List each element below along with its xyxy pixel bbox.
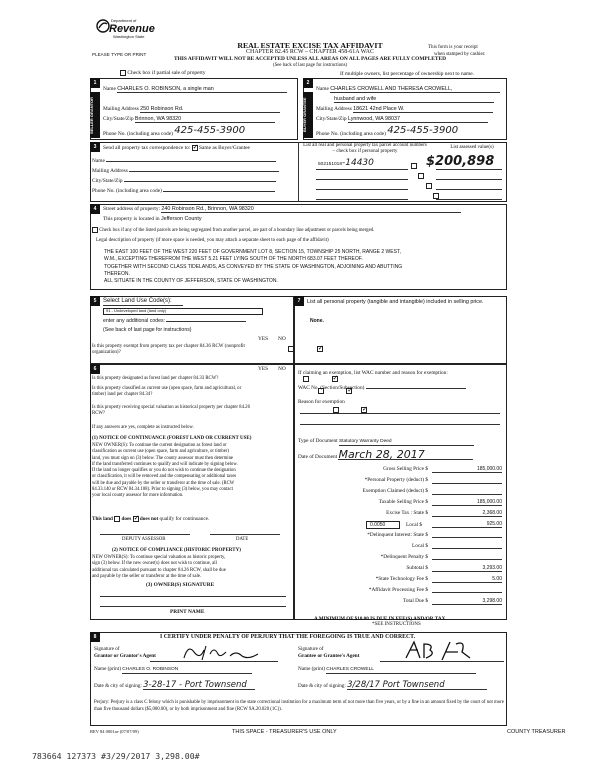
notice1-line-4: if the land transferred continues to qualify and will indicate by signing below. — [92, 461, 238, 467]
grantee-name-label: Name (print) — [298, 666, 325, 672]
please-type: PLEASE TYPE OR PRINT — [92, 52, 147, 57]
penalty-value[interactable] — [432, 554, 502, 560]
buyer-name-2[interactable]: husband and wife — [334, 96, 494, 103]
assessed-header: List assessed value(s) — [450, 145, 494, 150]
corr-name-label: Name — [92, 158, 105, 164]
multiple-owners-note: If multiple owners, list percentage of ownership next to name. — [340, 71, 474, 77]
tax-line-dollar: $ — [425, 510, 428, 516]
tax-line-value[interactable]: 185,000.00 — [432, 466, 502, 473]
minimum-note: A MINIMUM OF $10.00 IS DUE IN FEE(S) AND/OR TAX — [314, 616, 446, 622]
buyer-name[interactable]: CHARLES CROWELL AND THERESA CROWELL, — [330, 86, 500, 93]
forest-yes-header: YES — [258, 366, 269, 372]
section-3-number: 3 — [90, 142, 100, 152]
seller-mailing[interactable]: 250 Robinson Rd. — [140, 106, 280, 113]
corr-mailing-label: Mailing Address — [92, 168, 128, 174]
seller-city[interactable]: Brinnon, WA 98320 — [135, 116, 275, 123]
subtotal-label: Subtotal — [406, 565, 425, 571]
section-2-number: 2 — [303, 78, 313, 88]
same-as-buyer-checkbox[interactable] — [192, 145, 198, 151]
does-label: does — [121, 516, 132, 523]
grantor-agent-label: Grantor or Grantor's Agent — [94, 653, 156, 659]
notice1-line-7: will be due and payable by the seller or transferor at the time of sale. (RCW — [92, 480, 235, 486]
perjury-notice: Perjury: Perjury is a class C felony which is punishable by imprisonment in the state correctional institution for a maximum term of not more than five years, or by a fine in an amount fixed by the court of not more than five thousand dollars ($5,000.00), or by both imprisonment and fine (RCW 9A.20.020 (1C)). — [94, 700, 504, 712]
personal-property-section — [294, 296, 507, 364]
buyer-side-label: BUYER GRANTEE — [303, 92, 313, 138]
form-warning: THIS AFFIDAVIT WILL NOT BE ACCEPTED UNLESS ALL AREAS ON ALL PAGES ARE FULLY COMPLETED — [173, 56, 446, 62]
street-label: Street address of property: — [103, 206, 161, 212]
tax-line-label-text: Exemption Claimed (deduct) — [362, 488, 425, 494]
notice2-title: (2) NOTICE OF COMPLIANCE (HISTORIC PROPERTY) — [112, 548, 241, 553]
certify-statement: I CERTIFY UNDER PENALTY OF PERJURY THAT THE FOREGOING IS TRUE AND CORRECT. — [160, 634, 416, 640]
select-land-use-label: Select Land Use Code(s): — [103, 298, 183, 306]
seller-side-label: SELLER GRANTOR — [90, 92, 100, 138]
form-title: REAL ESTATE EXCISE TAX AFFIDAVIT — [237, 41, 383, 50]
rev-number: REV 84 0001ae (07/07/09) — [90, 729, 139, 734]
notice2-line-1: NEW OWNER(S): To continue special valuation as historic property, — [92, 555, 226, 560]
located-label: This property is located in — [103, 216, 160, 222]
interest-dollar: $ — [425, 532, 428, 538]
county-treasurer: COUNTY TREASURER — [507, 729, 566, 735]
tech-fee-value[interactable]: 5.00 — [432, 576, 502, 583]
receipt-note-1: This form is your receipt — [428, 45, 478, 50]
notice1-line-5: If the land no longer qualifies or you do not wish to continue the designation — [92, 468, 236, 474]
section-1-number: 1 — [90, 78, 100, 88]
legal-description[interactable] — [104, 249, 504, 285]
notice2-line-4: and payable by the seller or transferor at the time of sale. — [92, 573, 202, 579]
exemption-label: If claiming an exemption, list WAC number and reason for exemption: — [298, 370, 448, 376]
tech-fee-dollar: $ — [425, 576, 428, 582]
wac-field[interactable] — [366, 388, 466, 389]
doc-type-label: Type of Document — [298, 438, 338, 444]
personal-property-value[interactable]: None. — [310, 318, 324, 324]
land-use-see-back: (See back of last page for instructions) — [103, 327, 192, 333]
interest-label: *Delinquent Interest: State — [367, 532, 425, 538]
corr-phone-field[interactable] — [163, 191, 275, 192]
assessed-value[interactable]: $200,898 — [426, 154, 495, 169]
tax-line-label — [300, 466, 428, 472]
seller-mailing-label: Mailing Address — [103, 106, 139, 112]
buyer-mailing[interactable]: 18621 42nd Place W. — [353, 106, 493, 113]
doc-type[interactable]: Statutory Warranty Deed — [339, 439, 474, 446]
penalty-dollar: $ — [425, 554, 428, 560]
grantor-name-label: Name (print) — [94, 666, 121, 672]
notice2-text — [92, 555, 292, 580]
penalty-label: *Delinquent Penalty — [380, 554, 425, 560]
receipt-note-2: when stamped by cashier. — [434, 52, 486, 57]
same-as-buyer-label: Same as Buyer/Grantee — [199, 145, 250, 152]
legal-line-4: THEREON. — [104, 270, 130, 277]
print-name-label: PRINT NAME — [170, 609, 205, 615]
corr-phone-label: Phone No. (including area code) — [92, 188, 162, 194]
grantor-name[interactable]: CHARLES O. ROBINSON — [122, 667, 252, 674]
tax-line-value[interactable]: 2,368.00 — [432, 510, 502, 517]
local-label: Local — [406, 522, 419, 528]
tax-line-label-text: Gross Selling Price — [383, 466, 425, 472]
processing-fee-value[interactable] — [432, 587, 502, 593]
interest-local-value[interactable] — [432, 543, 502, 549]
buyer-phone[interactable]: 425-455-3900 — [387, 125, 459, 136]
notice2-line-3: additional tax calculated pursuant to chapter 84.26 RCW, shall be due — [92, 567, 226, 573]
tax-line-label-text: Taxable Selling Price — [378, 499, 425, 505]
buyer-phone-label: Phone No. (including area code) — [316, 131, 386, 137]
tax-line-value[interactable]: 185,000.00 — [432, 499, 502, 506]
parcel-header: List all real and personal property tax parcel account numbers – check box if personal property — [303, 143, 427, 154]
land-use-no-header: NO — [278, 336, 286, 342]
notice1-line-9: your local county assessor for more information. — [92, 493, 184, 499]
notice1-line-2: classification as current use (open space, farm and agriculture, or timber) — [92, 449, 229, 455]
deputy-assessor-label: DEPUTY ASSESSOR — [122, 537, 166, 542]
section-5-number: 5 — [90, 296, 100, 306]
additional-codes-field[interactable] — [166, 321, 246, 322]
tax-line-label — [300, 510, 428, 516]
tax-line-label — [300, 477, 428, 483]
grantor-date-label: Date & city of signing: — [94, 683, 142, 689]
section-7-number: 7 — [294, 296, 304, 306]
subtotal-value[interactable]: 3,293.00 — [432, 565, 502, 572]
tax-line-dollar: $ — [425, 488, 428, 494]
if-yes-note: If any answers are yes, complete as instructed below. — [92, 425, 194, 430]
partial-sale-label: Check box if partial sale of property — [127, 70, 206, 77]
dept-name: Revenue — [109, 23, 155, 35]
tax-line-label-text: Excise Tax : State — [386, 510, 425, 516]
forest-q1: Is this property designated as forest land per chapter 84.33 RCW? — [92, 376, 219, 381]
section-8-number: 8 — [90, 632, 100, 642]
corr-city-field[interactable] — [124, 181, 276, 182]
interest-value[interactable] — [432, 532, 502, 538]
personal-property-label: List all personal property (tangible and intangible) included in selling price. — [307, 299, 484, 305]
send-correspondence-label: Send all property tax correspondence to: — [103, 145, 191, 152]
grantee-agent-label: Grantee or Grantee's Agent — [298, 653, 360, 659]
exempt-question: Is this property exempt from property tax per chapter 84.36 RCW (nonprofit organization)? — [92, 344, 245, 355]
does-not-checkbox[interactable] — [133, 516, 139, 522]
parcel-personal-checkbox-3[interactable] — [426, 183, 432, 189]
qualify-label: qualify for continuance. — [159, 516, 210, 523]
land-use-yes-header: YES — [258, 336, 269, 342]
parcel-number-hand: -14430 — [342, 158, 374, 168]
corr-name-field[interactable] — [106, 161, 276, 162]
segregated-checkbox[interactable] — [92, 227, 98, 233]
buyer-city[interactable]: Lynnwood, WA 98037 — [348, 116, 488, 123]
parcel-personal-checkbox-2[interactable] — [418, 173, 424, 179]
grantor-signature[interactable] — [180, 640, 270, 664]
doc-date[interactable]: March 28, 2017 — [338, 450, 473, 460]
subtotal-dollar: $ — [425, 565, 428, 571]
dept-line: Department of — [111, 18, 137, 23]
form-chapter: CHAPTER 82.45 RCW – CHAPTER 458-61A WAC — [246, 49, 374, 55]
tax-line-value[interactable] — [432, 477, 502, 484]
grantor-date-city[interactable]: 3-28-17 - Port Townsend — [143, 681, 255, 690]
grantee-date-label: Date & city of signing: — [298, 683, 346, 689]
legal-line-1: THE EAST 100 FEET OF THE WEST 220 FEET OF GOVERNMENT LOT 8, SECTION 15, TOWNSHIP 25 NORTH, RANGE 2 WEST, — [104, 249, 401, 255]
grantor-sig-label: Signature of — [94, 646, 120, 652]
forest-q2: Is this property classified as current use (open space, farm and agricultural, or timber) land per chapter 84.34? — [92, 386, 242, 397]
notice1-line-3: land, you must sign on (3) below. The county assessor must then determine — [92, 455, 233, 461]
buyer-city-label: City/State/Zip — [316, 116, 347, 122]
tax-line-label — [300, 488, 428, 494]
grantee-signature[interactable] — [400, 638, 490, 664]
tax-line-label-text: *Personal Property (deduct) — [364, 477, 425, 483]
legal-line-2: W.M., EXCEPTING THEREFROM THE WEST 5.21 FEET LYING SOUTH OF THE NORTH 683.07 FEET THEREOF. — [104, 256, 363, 263]
tax-line-dollar: $ — [425, 477, 428, 483]
date-label: DATE — [236, 537, 249, 542]
notice1-line-6: or classification, it will be removed and the compensating or additional taxes — [92, 474, 237, 480]
tax-line-dollar: $ — [425, 499, 428, 505]
total-due-label: Total Due — [403, 598, 425, 604]
street-address[interactable]: 240 Robinson Rd., Brinnon, WA 98320 — [161, 206, 461, 213]
tech-fee-label: *State Technology Fee — [375, 576, 425, 582]
dor-logo-icon — [96, 19, 110, 33]
seller-name[interactable]: CHARLES O. ROBINSON, a single man — [117, 86, 287, 93]
total-due-value[interactable]: 3,298.00 — [432, 598, 502, 605]
tax-line-label — [300, 499, 428, 505]
doc-date-label: Date of Document — [298, 454, 338, 460]
forest-q3: Is this property receiving special valuation as historical property per chapter 84.26 RCW? — [92, 405, 250, 416]
seller-name-label: Name — [103, 86, 116, 92]
forest-no-header: NO — [278, 366, 286, 372]
parcel-personal-checkbox-1[interactable] — [411, 163, 417, 169]
section-4-number: 4 — [90, 204, 100, 214]
legal-label: Legal description of property (if more space is needed, you may attach a separate sheet to each page of the affidavit) — [96, 238, 329, 243]
corr-city-label: City/State/Zip — [92, 178, 123, 184]
grantee-date-city[interactable]: 3/28/17 Port Townsend — [347, 681, 487, 690]
owner-signature-label: (3) OWNER(S) SIGNATURE — [146, 582, 215, 588]
notice1-title: (1) NOTICE OF CONTINUANCE (FOREST LAND OR CURRENT USE) — [92, 436, 252, 441]
seller-city-label: City/State/Zip — [103, 116, 134, 122]
parcel-personal-checkbox-4[interactable] — [433, 193, 439, 199]
wac-label: WAC No. (Section/Subsection) — [298, 385, 365, 391]
dept-state: Washington State — [113, 34, 145, 39]
notice2-line-2: sign (3) below. If the new owner(s) does not wish to continue, all — [92, 561, 217, 567]
treasurer-use: THIS SPACE - TREASURER'S USE ONLY — [232, 729, 337, 735]
land-use-select[interactable]: 91 - Undeveloped land (land only) — [103, 308, 263, 315]
partial-sale-row — [120, 70, 206, 77]
partial-sale-checkbox[interactable] — [120, 70, 126, 76]
county[interactable]: Jefferson County — [160, 216, 202, 222]
grantee-name[interactable]: CHARLES CROWELL — [326, 667, 476, 674]
this-land-label: This land — [92, 516, 113, 523]
legal-line-3: TOGETHER WITH SECOND CLASS TIDELANDS, AS CONVEYED BY THE STATE OF WASHINGTON, ADJOINING AND ABUTTING — [104, 263, 403, 270]
legal-line-5: ALL SITUATE IN THE COUNTY OF JEFFERSON, STATE OF WASHINGTON. — [104, 278, 278, 285]
total-dollar: $ — [425, 598, 428, 604]
segregated-note: Check box if any of the listed parcels are being segregated from another parcel, are part of a boundary line adjustment or parcels being merged. — [99, 228, 375, 234]
see-instructions: *SEE INSTRUCTIONS — [372, 622, 421, 627]
reason-label: Reason for exemption — [298, 399, 345, 405]
interest-local-dollar: $ — [425, 543, 428, 549]
does-checkbox[interactable] — [114, 516, 120, 522]
local-rate[interactable]: 0.0050 — [366, 521, 400, 529]
notice1-text — [92, 443, 292, 500]
processing-dollar: $ — [425, 587, 428, 593]
local-value[interactable]: 925.00 — [432, 521, 502, 528]
does-not-label: does not — [139, 516, 159, 523]
notice1-line-1: NEW OWNER(S): To continue the current designation as forest land or — [92, 443, 227, 448]
buyer-mailing-label: Mailing Address — [316, 106, 352, 112]
interest-local-label: Local — [411, 543, 425, 549]
parcel-number[interactable]: 502151018 — [318, 162, 343, 167]
recording-stamp: 783664 127373 #3/29/2017 3,298.00# — [32, 751, 200, 761]
corr-mailing-field[interactable] — [129, 171, 279, 172]
enter-additional-label: enter any additional codes: — [103, 318, 166, 324]
processing-fee-label: *Affidavit Processing Fee — [368, 587, 425, 593]
seller-phone-label: Phone No. (including area code) — [103, 131, 173, 137]
notice1-line-8: 84.33.140 or RCW 84.34.108). Prior to signing (3) below, you may contact — [92, 487, 233, 493]
tax-line-value[interactable] — [432, 488, 502, 495]
section-6-number: 6 — [90, 364, 100, 374]
grantee-sig-label: Signature of — [298, 646, 324, 652]
buyer-name-label: Name — [316, 86, 329, 92]
see-back: (See back of last page for instructions) — [272, 63, 348, 68]
tax-line-dollar: $ — [425, 466, 428, 472]
seller-phone[interactable]: 425-455-3900 — [174, 125, 246, 136]
local-dollar: $ — [419, 522, 423, 528]
